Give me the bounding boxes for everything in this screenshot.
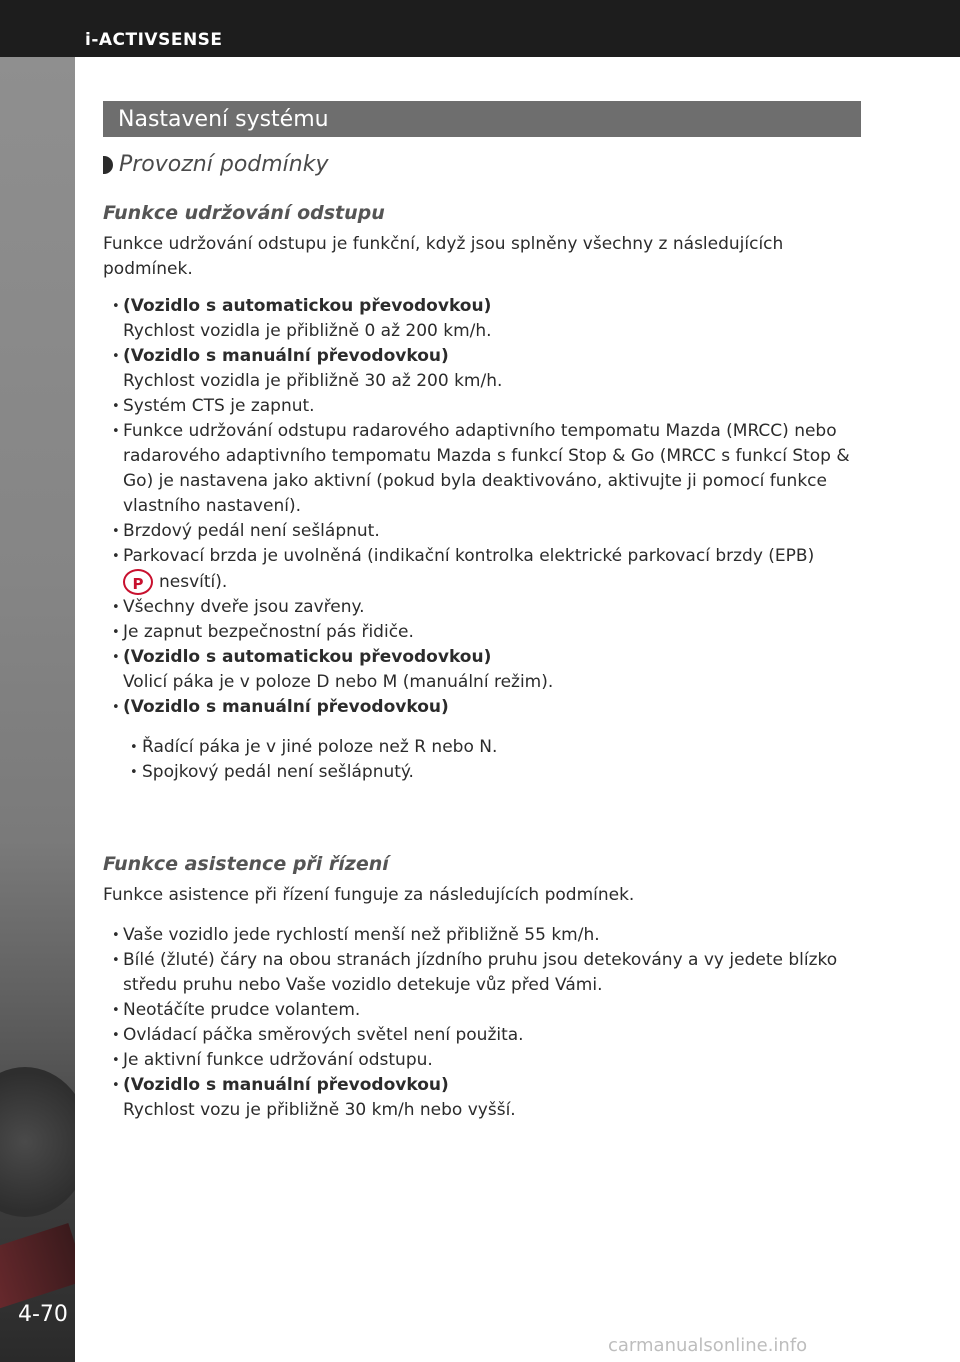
list-item <box>103 923 863 948</box>
list-item <box>103 998 863 1023</box>
list-item-text: Brzdový pedál není sešlápnut. <box>123 521 380 541</box>
list-item <box>103 344 863 394</box>
list-item <box>103 1023 863 1048</box>
list-item <box>103 695 863 720</box>
steering-intro: Funkce asistence při řízení funguje za následujících podmínek. <box>103 885 635 905</box>
list-item-text: Je aktivní funkce udržování odstupu. <box>123 1050 433 1070</box>
list-item-text: Volicí páka je v poloze D nebo M (manuální režim). <box>123 672 554 692</box>
chevron-icon <box>103 156 113 174</box>
list-item-text: Funkce udržování odstupu radarového adaptivního tempomatu Mazda (MRCC) nebo radarového adaptivního tempomatu Mazda s funkcí Stop & Go (MRCC s funkcí Stop & Go) je nastavena jako aktivní (pokud byla deaktivováno, aktivujte ji pomocí funkce vlastního nastavení). <box>123 421 850 516</box>
list-item-text: nesvítí). <box>159 572 228 592</box>
subsection-title <box>103 152 328 177</box>
list-item-bold: • (Vozidlo s manuální převodovkou) <box>123 697 449 717</box>
section-title: Nastavení systému <box>118 107 329 132</box>
list-item-text: Rychlost vozidla je přibližně 0 až 200 km/h. <box>123 321 492 341</box>
steering-conditions-list <box>103 923 863 1123</box>
list-item-bold: • (Vozidlo s manuální převodovkou) <box>123 346 449 366</box>
list-item <box>103 294 863 344</box>
list-item-bold: • (Vozidlo s automatickou převodovkou) <box>123 296 492 316</box>
distance-heading: Funkce udržování odstupu <box>103 202 385 224</box>
chapter-title: i-ACTIVSENSE <box>85 30 223 50</box>
watermark: carmanualsonline.info <box>608 1335 808 1356</box>
list-item-text: Rychlost vozu je přibližně 30 km/h nebo vyšší. <box>123 1100 516 1120</box>
steering-heading: Funkce asistence při řízení <box>103 853 389 875</box>
list-item <box>103 1073 863 1123</box>
distance-intro: Funkce udržování odstupu je funkční, když jsou splněny všechny z následujících podmínek. <box>103 234 784 279</box>
list-item-bold: • (Vozidlo s automatickou převodovkou) <box>123 647 492 667</box>
subsection-title-text: Provozní podmínky <box>119 152 329 177</box>
list-item <box>103 620 863 645</box>
list-item-text: Rychlost vozidla je přibližně 30 až 200 km/h. <box>123 371 503 391</box>
list-item <box>103 645 863 695</box>
steering-wheel-shape <box>0 1067 75 1217</box>
list-item-text: Vaše vozidlo jede rychlostí menší než přibližně 55 km/h. <box>123 925 600 945</box>
list-item-text: Parkovací brzda je uvolněná (indikační kontrolka elektrické parkovací brzdy (EPB) <box>123 546 815 566</box>
list-item-text: Ovládací páčka směrových světel není použita. <box>123 1025 524 1045</box>
parking-brake-icon: P <box>123 569 153 595</box>
seat-shape <box>0 1223 75 1311</box>
list-item: • Řadící páka je v jiné poloze než R nebo N. <box>122 735 862 760</box>
manual-subconditions-list <box>122 735 862 785</box>
list-item <box>103 948 863 998</box>
list-item <box>103 519 863 544</box>
sidebar-photo <box>0 57 75 1362</box>
list-item-text: Systém CTS je zapnut. <box>123 396 315 416</box>
list-item <box>103 1048 863 1073</box>
page-number: 4-70 <box>18 1302 68 1327</box>
list-item-text: Všechny dveře jsou zavřeny. <box>123 597 365 617</box>
list-item-bold: • (Vozidlo s manuální převodovkou) <box>123 1075 449 1095</box>
list-item-text: Neotáčíte prudce volantem. <box>123 1000 361 1020</box>
section-header <box>103 101 861 137</box>
list-item: • Spojkový pedál není sešlápnutý. <box>122 760 862 785</box>
list-item <box>103 419 863 519</box>
list-item <box>103 544 863 595</box>
top-bar <box>0 0 960 57</box>
list-item-text: Je zapnut bezpečnostní pás řidiče. <box>123 622 414 642</box>
list-item-text: Bílé (žluté) čáry na obou stranách jízdního pruhu jsou detekovány a vy jedete blízko středu pruhu nebo Vaše vozidlo detekuje vůz před Vámi. <box>123 950 838 995</box>
distance-conditions-list <box>103 294 863 720</box>
list-item <box>103 595 863 620</box>
list-item <box>103 394 863 419</box>
